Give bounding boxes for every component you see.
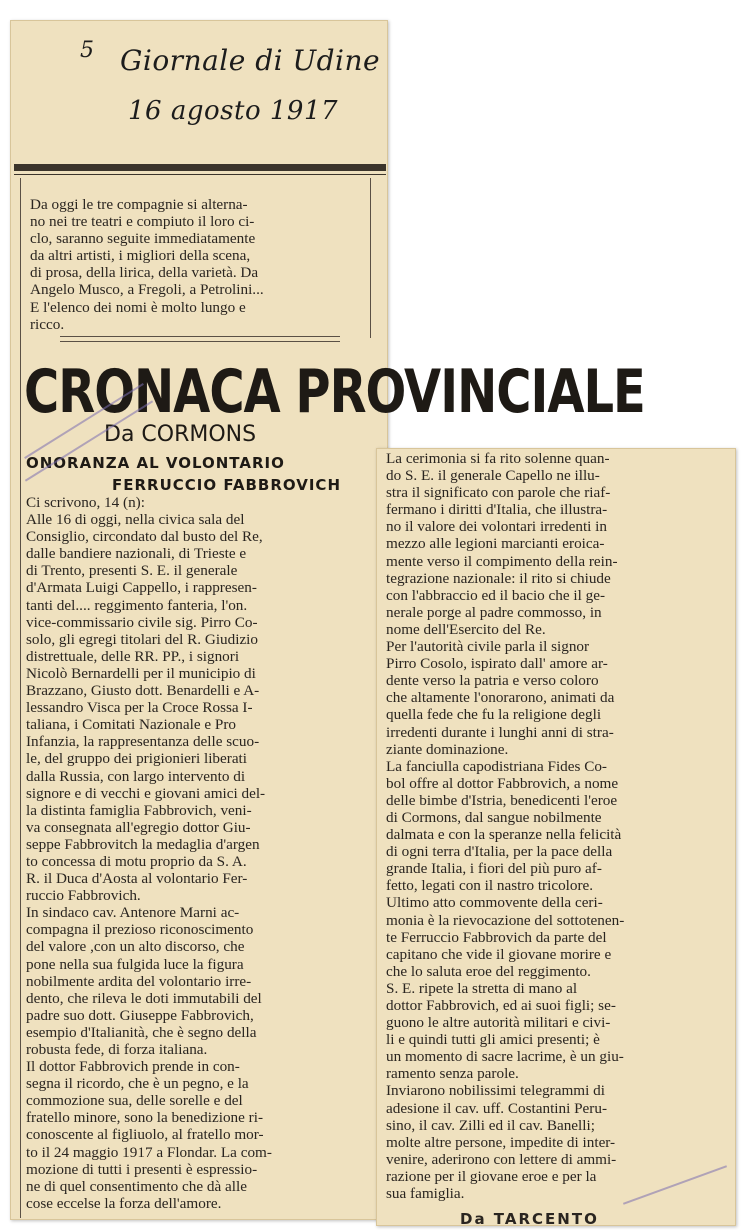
article-line: un momento di sacre lacrime, è un giu- (386, 1048, 624, 1066)
article-line: di ogni terra d'Italia, per la pace della (386, 843, 613, 861)
article-line: la distinta famiglia Fabbrovich, veni- (26, 801, 252, 819)
article-line: stra il significato con parole che riaf- (386, 484, 611, 502)
handwritten-newspaper-name: Giornale di Udine (120, 44, 381, 77)
article-line: R. il Duca d'Aosta al volontario Fer- (26, 870, 248, 888)
article-line: mozione di tutti i presenti è espressio- (26, 1160, 258, 1178)
article-line: le, del gruppo dei prigionieri liberati (26, 750, 247, 768)
article-line: tegrazione nazionale: il rito si chiude (386, 569, 611, 587)
article-column-right (386, 450, 730, 1202)
article-line: li e quindi tutti gli amici presenti; è (386, 1031, 600, 1049)
article-line: dalmata e con la speranze nella felicità (386, 826, 622, 844)
intro-line: E l'elenco dei nomi è molto lungo e (30, 298, 246, 316)
article-line: do S. E. il generale Capello ne illu- (386, 467, 600, 485)
article-line: cose eccelse la forza dell'amore. (26, 1194, 222, 1212)
article-line: delle bimbe d'Istria, benedicenti l'eroe (386, 791, 618, 809)
article-line: Il dottor Fabbrovich prende in con- (26, 1058, 240, 1076)
next-article-heading-cut: Da TARCENTO (460, 1210, 599, 1228)
article-line: dente verso la patria e verso coloro (386, 672, 599, 690)
column-rule-middle (370, 178, 371, 338)
handwritten-date: 16 agosto 1917 (128, 96, 339, 126)
article-line: conoscente al figliuolo, al fratello mor- (26, 1126, 264, 1144)
intro-paragraph (30, 196, 366, 333)
section-title: CRONACA PROVINCIALE (24, 357, 645, 427)
article-line: to concessa di motu proprio da S. A. (26, 852, 247, 870)
article-line: con l'abbraccio ed il bacio che il ge- (386, 586, 606, 604)
article-line: fetto, legati con il nastro tricolore. (386, 877, 594, 895)
article-line: fermano i diritti d'Italia, che illustra- (386, 501, 608, 519)
article-line: d'Armata Luigi Cappello, i rappresen- (26, 579, 257, 597)
article-line: Brazzano, Giusto dott. Benardelli e A- (26, 682, 260, 700)
article-line: padre suo dott. Giuseppe Fabbrovich, (26, 1006, 254, 1024)
article-line: Pirro Cosolo, ispirato dall' amore ar- (386, 655, 608, 673)
top-rule-thin (14, 174, 386, 175)
article-line: che lo saluta eroe del reggimento. (386, 962, 591, 980)
article-line: ziante dominazione. (386, 740, 509, 758)
article-line: Inviarono nobilissimi telegrammi di (386, 1082, 605, 1100)
article-line: to il 24 maggio 1917 a Flondar. La com- (26, 1143, 272, 1161)
intro-line: da altri artisti, i migliori della scena, (30, 247, 251, 265)
article-line: ramento senza parole. (386, 1065, 519, 1083)
article-line: dento, che rileva le doti immutabili del (26, 989, 262, 1007)
article-line: mezzo alle legioni marcianti eroicа- (386, 535, 605, 553)
intro-line: Angelo Musco, a Fregoli, a Petrolini... (30, 281, 264, 299)
article-line: La cerimonia si fa rito solenne quan- (386, 450, 610, 467)
article-line: del valore ,con un alto discorso, che (26, 938, 245, 956)
article-line: dalle bandiere nazionali, di Trieste e (26, 545, 247, 563)
article-line: che altamente l'onorarono, animati da (386, 689, 615, 707)
article-line: compagna il prezioso riconoscimento (26, 921, 254, 939)
article-line: ne di quel consentimento che dà alle (26, 1177, 247, 1195)
article-line: bol offre al dottor Fabbrovich, a nome (386, 774, 619, 792)
article-line: guono le altre autorità militari e civi- (386, 1014, 611, 1032)
dateline-place: Da CORMONS (104, 422, 257, 447)
article-line: Per l'autorità civile parla il signor (386, 638, 590, 656)
article-line: mente verso il compimento della rein- (386, 552, 618, 570)
intro-line: Da oggi le tre compagnie si alterna- (30, 196, 248, 213)
handwritten-mark: 5 (80, 38, 95, 63)
article-line: pone nella sua fulgida luce la figura (26, 955, 244, 973)
article-line: dottor Fabbrovich, ed ai suoi figli; se- (386, 997, 616, 1014)
article-line: S. E. ripete la stretta di mano al (386, 979, 578, 997)
article-line: La fanciulla capodistriana Fides Co- (386, 757, 607, 775)
article-line: signore e di vecchi e giovani amici del- (26, 784, 266, 802)
article-line: sua famiglia. (386, 1185, 465, 1203)
article-line: Ultimo atto commovente della ceri- (386, 894, 603, 912)
article-column-left (26, 494, 364, 1212)
article-line: distrettuale, delle RR. PP., i signori (26, 647, 240, 665)
article-line: solo, gli egregi titolari del R. Giudizio (26, 630, 258, 648)
article-line: seppe Fabbrovitch la medaglia d'argen (26, 835, 260, 853)
article-line: adesione il cav. uff. Costantini Peru- (386, 1099, 608, 1117)
article-line: te Ferruccio Fabbrovich da parte del (386, 928, 607, 946)
article-line: ruccio Fabbrovich. (26, 887, 141, 905)
article-line: vice-commissario civile sig. Pirro Co- (26, 613, 258, 631)
article-line: Alle 16 di oggi, nella civica sala del (26, 511, 245, 529)
intro-line: no nei tre teatri e compiuto il loro ci- (30, 213, 255, 231)
article-line: quella fede che fu la religione degli (386, 706, 602, 724)
article-line: monia è la rievocazione del sottotenen- (386, 911, 625, 929)
article-line: In sindaco cav. Antenore Marni ac- (26, 904, 240, 922)
article-line: nerale porge al padre commosso, in (386, 603, 602, 621)
article-line: nobilmente ardita del volontario irre- (26, 972, 252, 990)
article-line: irredenti durante i lunghi anni di stra- (386, 723, 614, 741)
article-line: di Cormons, dal sangue nobilmente (386, 808, 602, 826)
headline-line-2: FERRUCCIO FABBROVICH (112, 476, 341, 494)
article-line: dalla Russia, con largo intervento di (26, 767, 246, 785)
article-line: Infanzia, la rappresentanza delle scuo- (26, 733, 260, 751)
article-line: razione per il giovane eroe e per la (386, 1167, 597, 1185)
article-line: Consiglio, circondato dal busto del Re, (26, 528, 263, 546)
article-line: lessandro Visca per la Croce Rossa I- (26, 699, 253, 717)
article-line: esempio d'Italianità, che è segno della (26, 1023, 257, 1041)
article-line: grande Italia, i fiori del più puro af- (386, 860, 602, 878)
intro-line: ricco. (30, 315, 65, 333)
article-line: molte altre persone, impedite di inter- (386, 1133, 616, 1151)
article-line: di Trento, presenti S. E. il generale (26, 562, 238, 580)
column-rule-left (20, 178, 21, 1218)
article-line: venire, aderirono con lettere di ammi- (386, 1150, 617, 1168)
article-line: Ci scrivono, 14 (n): (26, 494, 145, 511)
headline-line-1: ONORANZA AL VOLONTARIO (26, 454, 285, 472)
article-line: sino, il cav. Zilli ed il cav. Banelli; (386, 1116, 595, 1134)
article-line: commozione sua, delle sorelle e del (26, 1092, 243, 1110)
article-line: taliana, i Comitati Nazionale e Pro (26, 716, 237, 734)
article-line: robusta fede, di forza italiana. (26, 1041, 208, 1058)
article-line: capitano che vide il giovane morire e (386, 945, 612, 963)
article-line: Nicolò Bernardelli per il municipio di (26, 664, 256, 682)
article-line: nome dell'Esercito del Re. (386, 620, 546, 638)
article-line: no il valore dei volontari irredenti in (386, 518, 607, 536)
intro-line: clo, saranno seguite immediatamente (30, 230, 256, 248)
top-rule (14, 164, 386, 171)
article-line: segna il ricordo, che è un pegno, e la (26, 1075, 249, 1093)
article-line: tanti del.... reggimento fanteria, l'on. (26, 596, 248, 614)
article-line: fratello minore, sono la benedizione ri- (26, 1109, 264, 1127)
article-line: va consegnata all'egregio dottor Giu- (26, 818, 251, 836)
intro-line: di prosa, della lirica, della varietà. Da (30, 264, 259, 282)
